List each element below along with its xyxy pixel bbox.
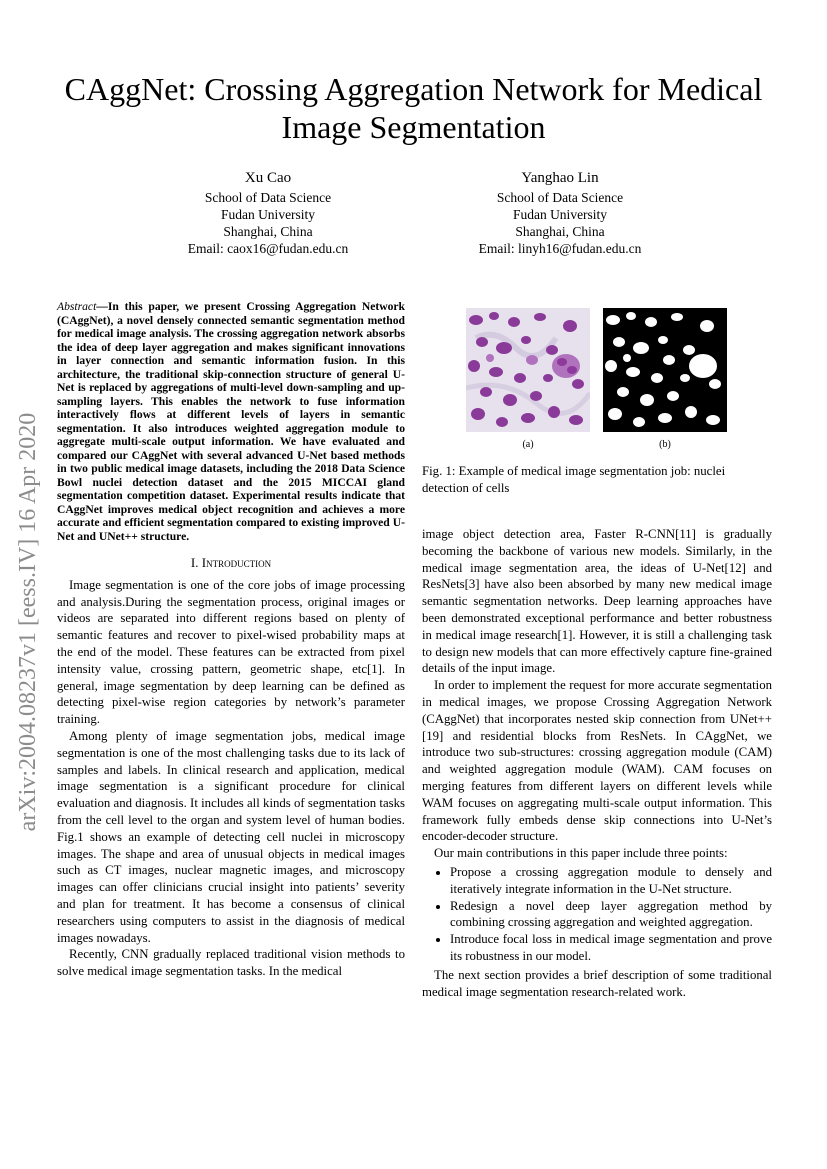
author-location: Shanghai, China [223, 224, 313, 239]
right-column [422, 526, 772, 1000]
segmentation-mask-svg [603, 308, 727, 432]
paragraph: In order to implement the request for more accurate segmentation in medical images, we propose Crossing Aggregation Network (CAggNet) that incorporates nested skip connection from UNet++[19] and residential blocks from ResNets. In CAggNet, we introduce two sub-structures: crossing aggregation module (CAM) and weighted aggregation module (WAM). CAM focuses on merging features from different layers on different levels while WAM focuses on aggregating multi-scale output information. This framework fully embeds dense skip connections into U-Net’s encoder-decoder structure. [422, 678, 772, 844]
paper-title: CAggNet: Crossing Aggregation Network for Medical Image Segmentation [64, 71, 763, 145]
paragraph: Our main contributions in this paper include three points: [434, 846, 728, 861]
author-institution: Fudan University [220, 207, 316, 222]
author-institution: Fudan University [512, 207, 608, 222]
author-block-2 [430, 170, 690, 257]
paragraph: Recently, CNN gradually replaced traditional vision methods to solve medical image segmentation tasks. In the medical [57, 947, 405, 979]
abstract-lead: Abstract [57, 300, 97, 313]
author-block-1 [138, 170, 398, 257]
paragraph: Image segmentation is one of the core jobs of image processing and analysis.During the segmentation process, original images or videos are separated into different regions based on plenty of semantic features and recover to pixel-wised probability maps at the end of the model. These features can be extracted from pixel intensity value, crossing pattern, geometric shape, etc[1]. In general, image segmentation by deep learning can be defined as detecting pixel-wise region categories by network’s parameter training. [57, 577, 405, 727]
subfigure-label-b: (b) [659, 439, 671, 450]
paragraph: The next section provides a brief description of some traditional medical image segmentation research-related work. [422, 967, 772, 999]
author-name: Yanghao Lin [521, 170, 599, 186]
left-column [57, 300, 405, 980]
abstract-text: —In this paper, we present Crossing Aggregation Network (CAggNet), a novel densely connected semantic segmentation method for medical image analysis. The crossing aggregation network absorbs the idea of deep layer aggregation and makes significant innovations in layer connection and semantic information fusion. In this architecture, the traditional skip-connection structure of general U-Net is replaced by aggregations of multi-level down-sampling and up-sampling layers. This enables the network to fuse information interactively flows at different levels of layers in semantic segmentation. It also introduces weighted aggregation module to aggregate multi-scale output information. We have evaluated and compared our CAggNet with several advanced U-Net based methods in two public medical image datasets, including the 2018 Data Science Bowl nuclei detection dataset and the 2015 MICCAI gland segmentation competition dataset. Experimental results indicate that CAggNet improves medical object recognition and achieves a more accurate and efficient segmentation compared to existing improved U-Net and UNet++ structure. [57, 300, 405, 543]
microscopy-image [466, 308, 590, 432]
arxiv-stamp: arXiv:2004.08237v1 [eess.IV] 16 Apr 2020 [15, 412, 41, 832]
author-email: Email: linyh16@fudan.edu.cn [478, 241, 642, 256]
abstract [57, 300, 405, 543]
author-affiliation: School of Data Science [204, 190, 332, 205]
author-affiliation: School of Data Science [496, 190, 624, 205]
figure-caption: Fig. 1: Example of medical image segmentation job: nuclei detection of cells [422, 464, 726, 495]
author-name: Xu Cao [244, 170, 292, 186]
contribution-list [422, 864, 772, 965]
microscopy-image-svg [466, 308, 590, 432]
list-item: • Introduce focal loss in medical image segmentation and prove its robustness in our model. [450, 931, 772, 965]
list-item: • Propose a crossing aggregation module to densely and iteratively integrate information in the U-Net structure. [450, 864, 772, 898]
author-location: Shanghai, China [515, 224, 605, 239]
segmentation-mask [603, 308, 727, 432]
author-email: Email: caox16@fudan.edu.cn [187, 241, 349, 256]
list-item: • Redesign a novel deep layer aggregation method by combining crossing aggregation and weighted aggregation. [450, 898, 772, 932]
subfigure-label-a: (a) [522, 439, 534, 450]
section-heading: I. Introduction [190, 555, 272, 570]
paragraph: image object detection area, Faster R-CNN[11] is gradually becoming the backbone of various new models. Similarly, in the medical image segmentation area, the ideas of U-Net[12] and ResNets[3] have also been absorbed by many new medical image semantic segmentation networks. Deep learning approaches have been demonstrated exceptional performance and better robustness in medical image research[1]. However, it is still a challenging task to design new models that can more effectively capture fine-grained details of the input image. [422, 527, 772, 676]
paragraph: Among plenty of image segmentation jobs, medical image segmentation is one of the most challenging tasks due to its lack of samples and labels. In clinical research and application, medical image segmentation is a significant procedure for clinical evaluation and diagnosis. It includes all kinds of segmentation tasks from the cell level to the organ and system level of human bodies. Fig.1 shows an example of detecting cell nuclei in microscopy images. The shape and area of unusual objects in medical images such as CT images, nuclear magnetic images, and microscopy images can offer clinicians crucial insight into patients’ severity and plan for treatment. It has become a consensus of clinical researchers using computers to assist in the diagnosis of medical images nowadays. [57, 728, 405, 945]
